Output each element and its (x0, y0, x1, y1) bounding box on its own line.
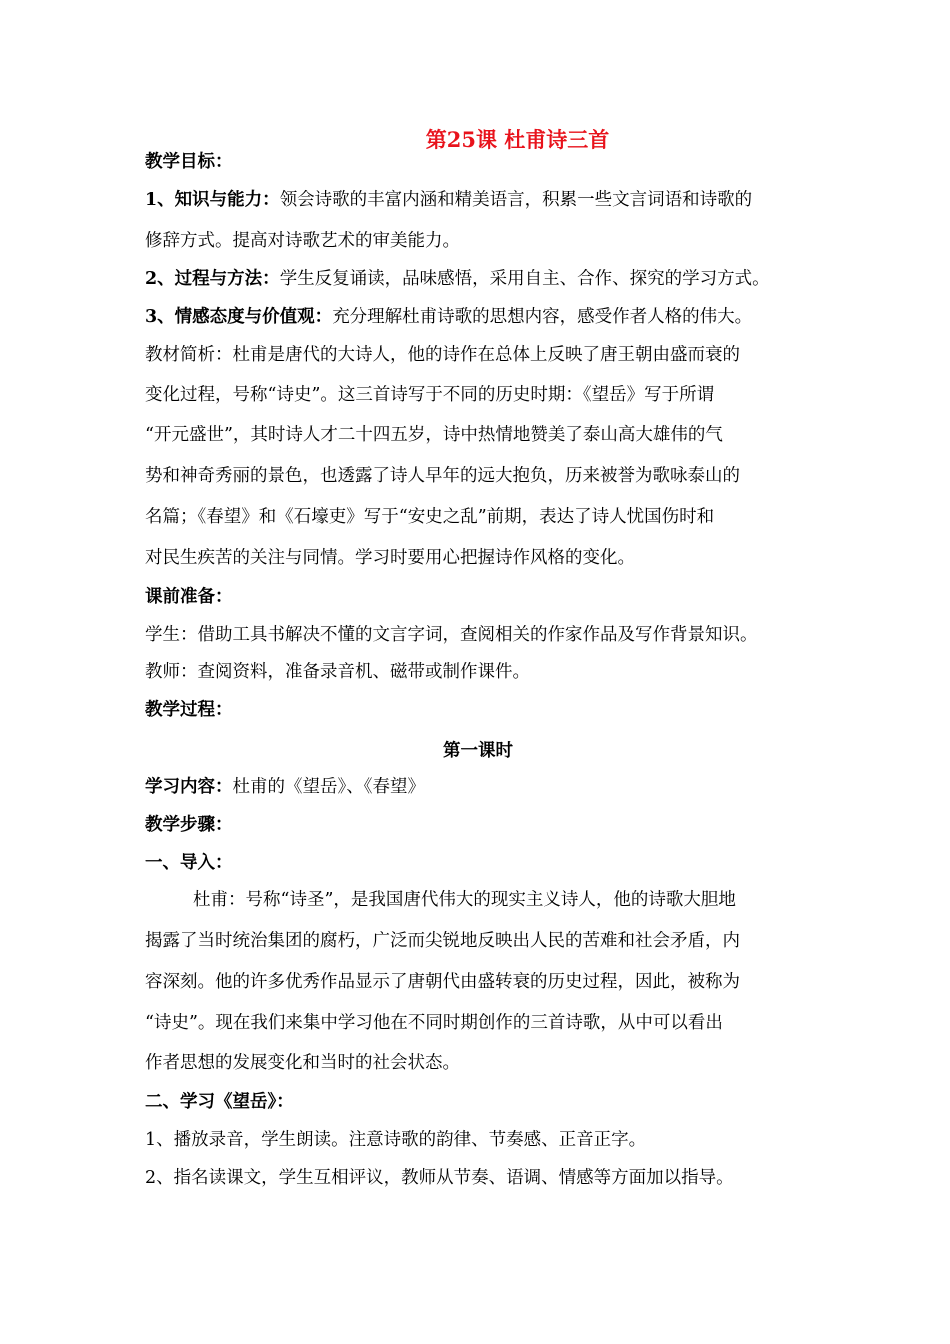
study-item: 2、指名读课文，学生互相评议，教师从节奏、语调、情感等方面加以指导。 (145, 1168, 734, 1188)
learning-content-label: 学习内容： (145, 777, 233, 797)
objective-item-1 (145, 188, 752, 212)
intro-paragraph-line: 揭露了当时统治集团的腐朽，广泛而尖锐地反映出人民的苦难和社会矛盾，内 (145, 931, 740, 951)
intro-paragraph-line: 杜甫：号称“诗圣”，是我国唐代伟大的现实主义诗人，他的诗歌大胆地 (193, 890, 736, 910)
objective-item-3 (145, 305, 752, 329)
steps-heading: 教学步骤： (145, 815, 233, 835)
intro-paragraph-line: “诗史”。现在我们来集中学习他在不同时期创作的三首诗歌，从中可以看出 (145, 1013, 723, 1033)
analysis-line: 势和神奇秀丽的景色，也透露了诗人早年的远大抱负，历来被誉为歌咏泰山的 (145, 466, 740, 486)
study-item: 1、播放录音，学生朗读。注意诗歌的韵律、节奏感、正音正字。 (145, 1130, 647, 1150)
objectives-heading: 教学目标： (145, 152, 233, 172)
objective-item-3-text: 充分理解杜甫诗歌的思想内容，感受作者人格的伟大。 (332, 307, 753, 327)
objective-item-1-text: 领会诗歌的丰富内涵和精美语言，积累一些文言词语和诗歌的 (279, 190, 753, 210)
objective-item-2-text: 学生反复诵读，品味感悟，采用自主、合作、探究的学习方式。 (279, 269, 770, 289)
analysis-line: 变化过程，号称“诗史”。这三首诗写于不同的历史时期：《望岳》写于所谓 (145, 385, 715, 405)
lesson-title: 第25课 杜甫诗三首 (425, 127, 610, 152)
prep-heading: 课前准备： (145, 587, 233, 607)
prep-teacher: 教师：查阅资料，准备录音机、磁带或制作课件。 (145, 662, 530, 682)
analysis-line: 名篇；《春望》和《石壕吏》写于“安史之乱”前期，表达了诗人忧国伤时和 (145, 507, 715, 527)
analysis-line: 教材简析：杜甫是唐代的大诗人，他的诗作在总体上反映了唐王朝由盛而衰的 (145, 345, 740, 365)
intro-paragraph-line: 作者思想的发展变化和当时的社会状态。 (145, 1053, 460, 1073)
objective-item-2 (145, 267, 770, 291)
intro-paragraph-line: 容深刻。他的许多优秀作品显示了唐朝代由盛转衰的历史过程，因此，被称为 (145, 972, 740, 992)
objective-item-1-label: 1、知识与能力： (145, 190, 280, 210)
analysis-line: 对民生疾苦的关注与同情。学习时要用心把握诗作风格的变化。 (145, 548, 635, 568)
session-heading: 第一课时 (443, 741, 513, 761)
objective-item-2-label: 2、过程与方法： (145, 269, 280, 289)
intro-heading: 一、导入： (145, 853, 233, 873)
objective-item-3-label: 3、情感态度与价值观： (145, 307, 333, 327)
prep-student: 学生：借助工具书解决不懂的文言字词，查阅相关的作家作品及写作背景知识。 (145, 625, 758, 645)
analysis-line: “开元盛世”，其时诗人才二十四五岁，诗中热情地赞美了泰山高大雄伟的气 (145, 425, 723, 445)
process-heading: 教学过程： (145, 700, 233, 720)
learning-content (145, 775, 425, 799)
study-heading: 二、学习《望岳》： (145, 1092, 294, 1112)
objective-item-1-continued: 修辞方式。提高对诗歌艺术的审美能力。 (145, 231, 460, 251)
learning-content-text: 杜甫的《望岳》、《春望》 (232, 777, 425, 797)
